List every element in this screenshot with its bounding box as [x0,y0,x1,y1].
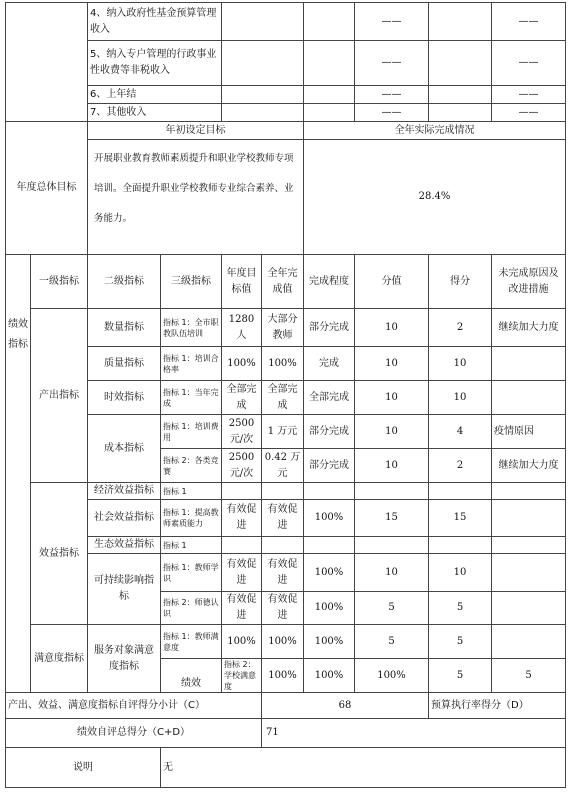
table-row: 绩效 指标 2：学校满意度 100% 100% 100% 5 5 [6,659,566,693]
note-value: 无 [161,748,566,788]
table-row: 可持续影响指标 指标 1：教师学识 有效促进 有效促进 100% 10 10 [6,554,566,592]
goal-header-row [6,122,566,140]
header-reason: 未完成原因及改进措施 [492,255,566,309]
subtotal-label: 产出、效益、满意度指标自评得分小计（C） [6,693,262,719]
note-row [6,748,566,788]
goal-content-row [6,140,566,255]
evaluation-table [5,2,566,788]
budget-row-5: 5、纳入专户管理的行政事业性收费等非税收入 —— —— [6,41,566,86]
total-value: 71 [262,719,566,748]
note-label: 说明 [6,748,161,788]
table-row: 满意度指标 服务对象满意度指标 指标 1：教师满意度 100% 100% 100% 5 5 [6,625,566,659]
budget-row-label: 7、其他收入 [88,104,222,122]
total-label: 绩效自评总得分（C+D） [6,719,262,748]
goal-actual-header: 全年实际完成情况 [304,122,566,140]
budget-row-7: 7、其他收入 —— —— [6,104,566,122]
budget-row-6: 6、上年结 —— —— [6,86,566,104]
goal-actual-value: 28.4% [304,140,566,255]
header-got: 得分 [429,255,492,309]
table-row: 成本指标 指标 1：培训费用 2500 元/次 1 万元 部分完成 10 4 疫情原因 [6,415,566,449]
perf-side-label-bottom: 绩效 [161,659,222,693]
goal-set-header: 年初设定目标 [88,122,304,140]
table-row: 社会效益指标 指标 1：提高教师素质能力 有效促进 有效促进 100% 15 15 [6,500,566,537]
table-row: 时效指标 指标 1：当年完成 全部完成 全部完成 全部完成 10 10 [6,381,566,415]
perf-header-row [6,255,566,309]
performance-evaluation-form [5,2,565,788]
budget-row-4: 4、纳入政府性基金预算管理收入 —— —— [6,3,566,41]
header-l3: 三级指标 [161,255,222,309]
goal-set-text: 开展职业教育教师素质提升和职业学校教师专项培训。全面提升职业学校教师专业综合素养、业务能力。 [88,140,304,255]
output-label: 产出指标 [31,309,88,483]
satisfaction-label: 满意度指标 [31,625,88,693]
budget-label: 预算执行率得分（D） [429,693,566,719]
total-row [6,719,566,748]
header-l1: 一级指标 [31,255,88,309]
header-target: 年度目标值 [222,255,262,309]
subtotal-row [6,693,566,719]
table-row: 指标 2：师德认识 有效促进 有效促进 100% 5 5 [6,592,566,625]
header-degree: 完成程度 [304,255,355,309]
subtotal-value: 68 [262,693,429,719]
goal-row-label: 年度总体目标 [6,122,88,255]
header-score: 分值 [355,255,429,309]
table-row: 质量指标 指标 1：培训合格率 100% 100% 完成 10 10 [6,347,566,381]
table-row: 指标 2：各类竞赛 2500 元/次 0.42 万元 部分完成 10 2 继续加大力度 [6,449,566,483]
budget-row-label: 4、纳入政府性基金预算管理收入 [88,3,222,41]
perf-side-label: 绩效指标 [6,255,31,693]
header-actual: 全年完成值 [262,255,304,309]
header-l2: 二级指标 [88,255,161,309]
benefit-label: 效益指标 [31,483,88,625]
table-row: 效益指标 经济效益指标 指标 1 [6,483,566,500]
table-row: 生态效益指标 指标 1 [6,537,566,554]
table-row: 产出指标 数量指标 指标 1：全市职教队伍培训 1280 人 大部分教师 部分完成 10 2 继续加大力度 [6,309,566,347]
budget-row-label: 6、上年结 [88,86,222,104]
budget-row-label: 5、纳入专户管理的行政事业性收费等非税收入 [88,41,222,86]
